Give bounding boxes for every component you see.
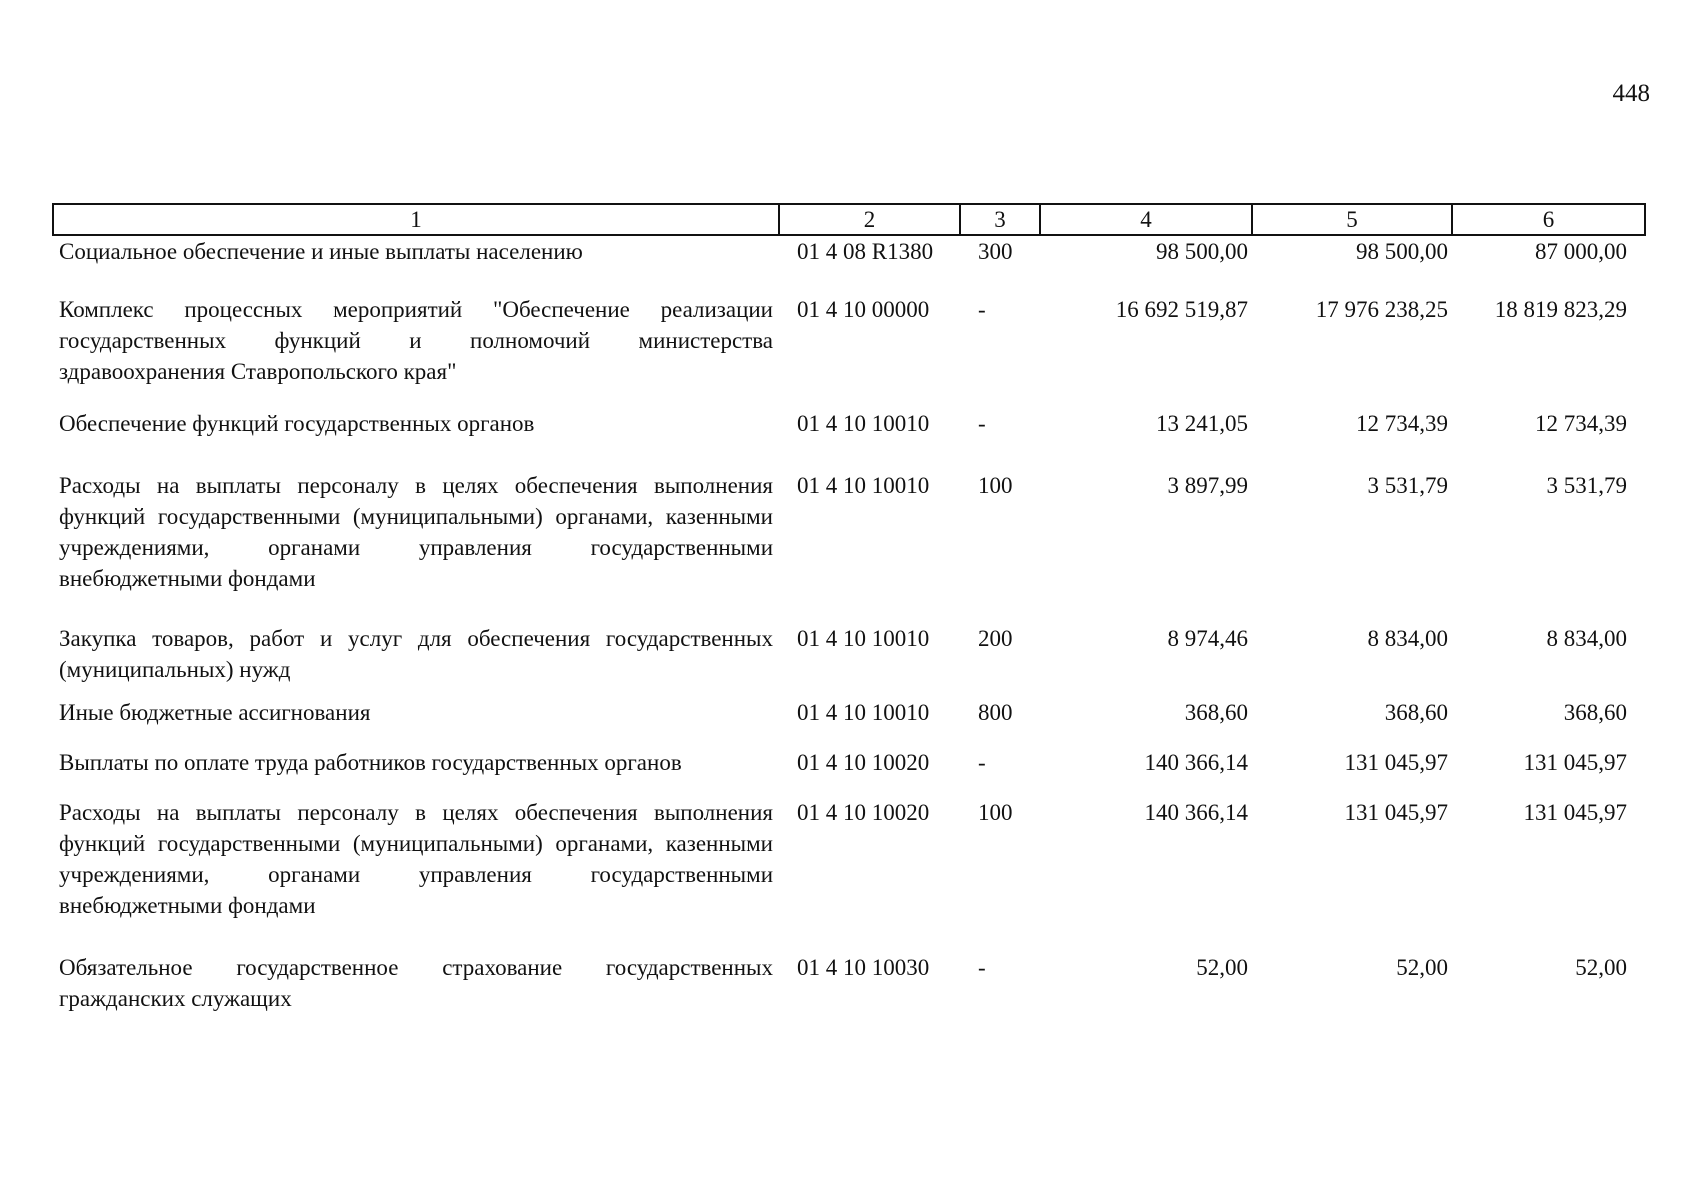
row-value-6: 18 819 823,29	[1494, 297, 1627, 322]
header-row	[53, 204, 1645, 235]
table-body	[53, 235, 1645, 1022]
row-code: 01 4 10 10030	[797, 955, 930, 980]
row-name: Закупка товаров, работ и услуг для обеспечения государственных (муниципальных) нужд	[59, 626, 773, 682]
row-code: 01 4 10 10010	[797, 626, 930, 651]
table-header	[53, 204, 1645, 235]
row-name: Расходы на выплаты персоналу в целях обеспечения выполнения функций государственными (муниципальными) органами, казенными учреждениями, органами управления государственными внебюджетными фондами	[59, 800, 773, 918]
row-value-6: 52,00	[1575, 955, 1627, 980]
table-row	[53, 294, 1645, 408]
budget-table	[52, 203, 1646, 1022]
row-type: 100	[978, 800, 1013, 825]
row-code: 01 4 10 00000	[797, 297, 930, 322]
row-type: 300	[978, 239, 1013, 264]
row-value-5: 98 500,00	[1356, 239, 1448, 264]
header-col-3: 3	[960, 204, 1040, 235]
row-type: -	[978, 750, 986, 775]
row-type: 200	[978, 626, 1013, 651]
row-code: 01 4 10 10020	[797, 800, 930, 825]
row-value-5: 368,60	[1384, 700, 1448, 725]
row-code: 01 4 08 R1380	[797, 239, 934, 264]
header-col-1: 1	[53, 204, 779, 235]
row-value-6: 131 045,97	[1523, 800, 1627, 825]
row-name: Социальное обеспечение и иные выплаты населению	[59, 239, 583, 264]
row-value-4: 16 692 519,87	[1115, 297, 1248, 322]
header-col-4: 4	[1040, 204, 1252, 235]
row-value-4: 140 366,14	[1144, 800, 1248, 825]
row-value-6: 12 734,39	[1535, 411, 1627, 436]
row-type: -	[978, 411, 986, 436]
row-value-5: 8 834,00	[1367, 626, 1448, 651]
page-number: 448	[1612, 80, 1650, 107]
table-row	[53, 797, 1645, 952]
row-code: 01 4 10 10010	[797, 411, 930, 436]
row-code: 01 4 10 10010	[797, 473, 930, 498]
row-value-4: 98 500,00	[1156, 239, 1248, 264]
row-code: 01 4 10 10010	[797, 700, 930, 725]
header-col-5: 5	[1252, 204, 1452, 235]
table-row	[53, 747, 1645, 797]
row-type: -	[978, 955, 986, 980]
table-row	[53, 470, 1645, 623]
table-row	[53, 235, 1645, 294]
row-name: Обеспечение функций государственных органов	[59, 411, 535, 436]
row-name: Выплаты по оплате труда работников государственных органов	[59, 750, 682, 775]
table-row	[53, 952, 1645, 1022]
row-value-5: 3 531,79	[1367, 473, 1448, 498]
row-value-4: 368,60	[1184, 700, 1248, 725]
row-value-5: 12 734,39	[1356, 411, 1448, 436]
row-name: Иные бюджетные ассигнования	[59, 700, 371, 725]
table-row	[53, 623, 1645, 697]
row-value-4: 13 241,05	[1156, 411, 1248, 436]
header-col-2: 2	[779, 204, 960, 235]
row-value-6: 87 000,00	[1535, 239, 1627, 264]
row-value-6: 3 531,79	[1546, 473, 1627, 498]
row-type: -	[978, 297, 986, 322]
row-code: 01 4 10 10020	[797, 750, 930, 775]
row-name: Комплекс процессных мероприятий "Обеспечение реализации государственных функций и полномочий министерства здравоохранения Ставропольского края"	[59, 297, 773, 384]
table-row	[53, 697, 1645, 747]
table-row	[53, 408, 1645, 470]
row-value-4: 52,00	[1196, 955, 1248, 980]
row-type: 100	[978, 473, 1013, 498]
row-value-5: 131 045,97	[1344, 800, 1448, 825]
row-value-5: 131 045,97	[1344, 750, 1448, 775]
row-value-4: 3 897,99	[1167, 473, 1248, 498]
row-value-6: 368,60	[1563, 700, 1627, 725]
row-value-5: 17 976 238,25	[1315, 297, 1448, 322]
row-name: Обязательное государственное страхование государственных гражданских служащих	[59, 955, 773, 1011]
row-name: Расходы на выплаты персоналу в целях обеспечения выполнения функций государственными (муниципальными) органами, казенными учреждениями, органами управления государственными внебюджетными фондами	[59, 473, 773, 591]
row-value-4: 140 366,14	[1144, 750, 1248, 775]
row-type: 800	[978, 700, 1013, 725]
header-col-6: 6	[1452, 204, 1645, 235]
row-value-6: 8 834,00	[1546, 626, 1627, 651]
row-value-6: 131 045,97	[1523, 750, 1627, 775]
row-value-4: 8 974,46	[1167, 626, 1248, 651]
row-value-5: 52,00	[1396, 955, 1448, 980]
